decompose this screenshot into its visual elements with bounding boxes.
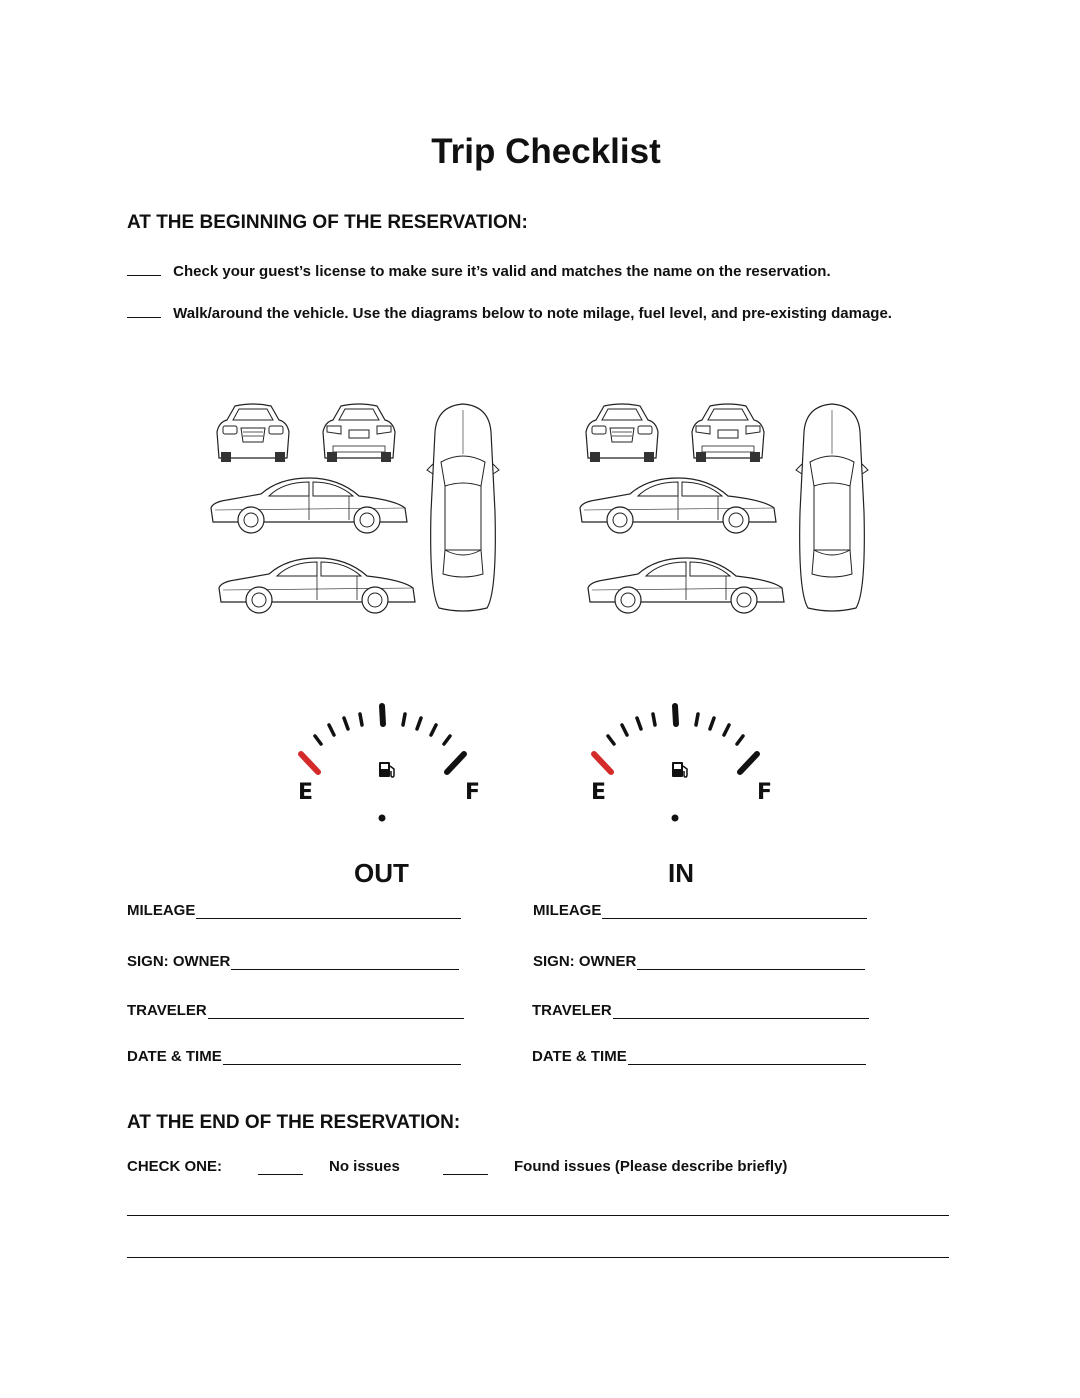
fuel-pump-icon	[672, 762, 687, 777]
field-label: DATE & TIME	[127, 1048, 222, 1065]
in-label: IN	[668, 858, 694, 888]
car-front-view	[217, 404, 289, 462]
field-label: TRAVELER	[532, 1002, 612, 1019]
out-label: OUT	[354, 858, 409, 888]
car-top-view	[796, 404, 868, 611]
empty-label: E	[591, 780, 607, 805]
out-mileage-line[interactable]	[196, 904, 461, 919]
checklist-item-walkaround	[127, 305, 892, 322]
car-rear-view	[692, 404, 764, 462]
no-issues-blank[interactable]	[258, 1160, 303, 1175]
empty-label: E	[298, 780, 314, 805]
in-date-time-line[interactable]	[628, 1050, 866, 1065]
fuel-pump-icon	[379, 762, 394, 777]
car-diagram-out	[205, 398, 505, 618]
description-line-2[interactable]	[127, 1257, 949, 1258]
end-heading: AT THE END OF THE RESERVATION:	[127, 1112, 461, 1133]
found-issues-blank[interactable]	[443, 1160, 488, 1175]
out-date-time-line[interactable]	[223, 1050, 461, 1065]
in-date-time-field[interactable]	[532, 1048, 866, 1065]
in-mileage-line[interactable]	[602, 904, 867, 919]
found-issues-option: Found issues (Please describe briefly)	[514, 1158, 788, 1175]
field-label: DATE & TIME	[532, 1048, 627, 1065]
full-label: F	[757, 780, 773, 805]
in-mileage-field[interactable]	[533, 902, 867, 919]
field-label: SIGN: OWNER	[127, 953, 231, 970]
out-date-time-field[interactable]	[127, 1048, 461, 1065]
out-mileage-field[interactable]	[127, 902, 461, 919]
fuel-gauge-out	[298, 730, 488, 830]
full-label: F	[465, 780, 481, 805]
page-title: Trip Checklist	[431, 132, 661, 171]
out-sign-owner-field[interactable]	[127, 953, 459, 970]
car-top-view	[427, 404, 499, 611]
check-one-label: CHECK ONE:	[127, 1158, 223, 1175]
in-traveler-line[interactable]	[613, 1004, 869, 1019]
car-rear-view	[323, 404, 395, 462]
car-diagram-in	[574, 398, 874, 618]
check-blank[interactable]	[127, 275, 161, 276]
out-sign-owner-line[interactable]	[231, 955, 459, 970]
field-label: MILEAGE	[533, 902, 602, 919]
out-traveler-line[interactable]	[208, 1004, 464, 1019]
car-right-side-view	[219, 558, 415, 613]
check-blank[interactable]	[127, 317, 161, 318]
in-sign-owner-line[interactable]	[637, 955, 865, 970]
field-label: TRAVELER	[127, 1002, 207, 1019]
field-label: SIGN: OWNER	[533, 953, 637, 970]
description-line-1[interactable]	[127, 1215, 949, 1216]
car-left-side-view	[580, 478, 776, 533]
car-right-side-view	[588, 558, 784, 613]
no-issues-option: No issues	[329, 1158, 400, 1175]
car-left-side-view	[211, 478, 407, 533]
checklist-item-text: Walk/around the vehicle. Use the diagrams below to note milage, fuel level, and pre-existing damage.	[173, 305, 892, 322]
checklist-item-license	[127, 263, 831, 280]
fuel-gauge-in	[591, 730, 781, 830]
beginning-heading: AT THE BEGINNING OF THE RESERVATION:	[127, 212, 528, 233]
in-sign-owner-field[interactable]	[533, 953, 865, 970]
in-traveler-field[interactable]	[532, 1002, 869, 1019]
out-traveler-field[interactable]	[127, 1002, 464, 1019]
checklist-item-text: Check your guest’s license to make sure it’s valid and matches the name on the reservation.	[173, 263, 831, 280]
field-label: MILEAGE	[127, 902, 196, 919]
car-front-view	[586, 404, 658, 462]
